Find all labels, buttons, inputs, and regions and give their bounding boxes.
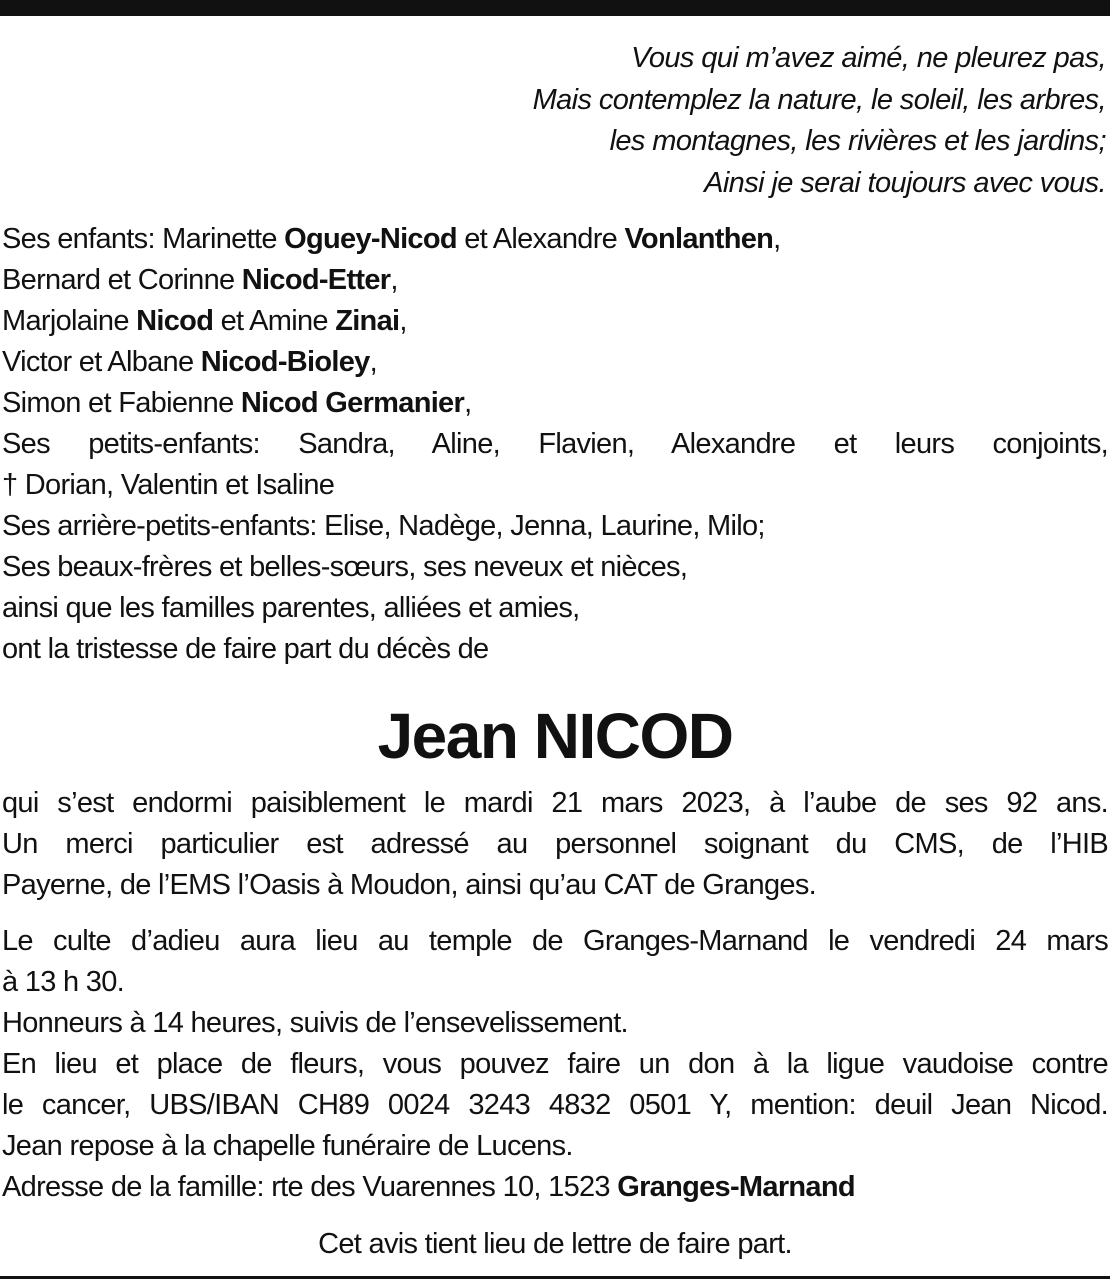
bold-name: Nicod-Etter bbox=[241, 264, 391, 296]
text-line bbox=[2, 1003, 1108, 1044]
text-line bbox=[2, 424, 1108, 465]
text-segment: qui s’est endormi paisiblement le mardi 21 mars 2023, à l’aube de ses 92 ans. bbox=[2, 787, 1108, 819]
text-segment: à 13 h 30. bbox=[2, 966, 124, 998]
text-segment: , bbox=[399, 305, 407, 337]
text-line bbox=[2, 865, 1108, 906]
death-details bbox=[2, 783, 1108, 906]
text-segment: et Alexandre bbox=[456, 223, 625, 255]
text-line bbox=[2, 824, 1108, 865]
text-segment: En lieu et place de fleurs, vous pouvez faire un don à la ligue vaudoise contre bbox=[2, 1048, 1108, 1080]
bold-name: Nicod-Bioley bbox=[200, 346, 370, 378]
text-segment: Payerne, de l’EMS l’Oasis à Moudon, ainsi qu’au CAT de Granges. bbox=[2, 869, 816, 901]
text-line bbox=[2, 219, 1108, 260]
text-line bbox=[2, 921, 1108, 962]
top-border bbox=[0, 0, 1110, 16]
text-segment: † Dorian, Valentin et Isaline bbox=[2, 469, 335, 501]
text-segment: ont la tristesse de faire part du décès de bbox=[2, 633, 489, 665]
text-segment: Jean repose à la chapelle funéraire de Lucens. bbox=[2, 1130, 573, 1162]
text-segment: et Amine bbox=[213, 305, 336, 337]
text-segment: , bbox=[369, 346, 377, 378]
text-line bbox=[2, 1126, 1108, 1167]
text-line bbox=[2, 383, 1108, 424]
bold-name: Zinai bbox=[335, 305, 400, 337]
text-segment: Ses enfants: Marinette bbox=[2, 223, 285, 255]
text-segment: Ses petits-enfants: Sandra, Aline, Flavien, Alexandre et leurs conjoints, bbox=[2, 428, 1108, 460]
poem bbox=[533, 38, 1106, 204]
text-segment: Honneurs à 14 heures, suivis de l’ensevelissement. bbox=[2, 1007, 628, 1039]
text-line bbox=[2, 783, 1108, 824]
text-segment: Un merci particulier est adressé au personnel soignant du CMS, de l’HIB bbox=[2, 828, 1108, 860]
bold-name: Oguey-Nicod bbox=[284, 223, 457, 255]
text-line bbox=[2, 962, 1108, 1003]
text-line bbox=[2, 465, 1108, 506]
text-segment: Ses arrière-petits-enfants: Elise, Nadège, Jenna, Laurine, Milo; bbox=[2, 510, 765, 542]
poem-line: les montagnes, les rivières et les jardins; bbox=[609, 125, 1106, 157]
text-line bbox=[2, 301, 1108, 342]
text-segment: ainsi que les familles parentes, alliées et amies, bbox=[2, 592, 580, 624]
family-list bbox=[2, 219, 1108, 670]
poem-line: Vous qui m’avez aimé, ne pleurez pas, bbox=[631, 42, 1106, 74]
deceased-name: Jean NICOD bbox=[377, 700, 733, 772]
text-segment: , bbox=[773, 223, 781, 255]
poem-line: Mais contemplez la nature, le soleil, les arbres, bbox=[532, 83, 1106, 116]
text-segment: , bbox=[464, 387, 472, 419]
bold-name: Nicod Germanier bbox=[240, 387, 465, 419]
bold-name: Nicod bbox=[136, 305, 214, 337]
text-segment: Simon et Fabienne bbox=[2, 387, 241, 419]
text-segment: Adresse de la famille: rte des Vuarennes 10, 1523 bbox=[2, 1171, 618, 1203]
text-segment: le cancer, UBS/IBAN CH89 0024 3243 4832 0501 Y, mention: deuil Jean Nicod. bbox=[2, 1089, 1108, 1121]
bottom-border bbox=[0, 1276, 1110, 1279]
poem-line: Ainsi je serai toujours avec vous. bbox=[704, 166, 1106, 199]
text-segment: Marjolaine bbox=[2, 305, 137, 337]
text-segment: , bbox=[390, 264, 398, 296]
text-line bbox=[2, 342, 1108, 383]
text-line bbox=[2, 588, 1108, 629]
text-segment: Ses beaux-frères et belles-sœurs, ses neveux et nièces, bbox=[2, 551, 688, 583]
text-line bbox=[2, 1085, 1108, 1126]
text-line bbox=[2, 1044, 1108, 1085]
text-segment: Le culte d’adieu aura lieu au temple de Granges-Marnand le vendredi 24 mars bbox=[2, 925, 1108, 957]
text-line bbox=[2, 506, 1108, 547]
text-line bbox=[2, 547, 1108, 588]
footer-note: Cet avis tient lieu de lettre de faire part. bbox=[318, 1228, 792, 1260]
text-line bbox=[2, 1167, 1108, 1208]
text-segment: Bernard et Corinne bbox=[2, 264, 242, 296]
text-segment: Victor et Albane bbox=[2, 346, 201, 378]
ceremony-details bbox=[2, 921, 1108, 1208]
text-line bbox=[2, 260, 1108, 301]
bold-name: Granges-Marnand bbox=[617, 1171, 855, 1203]
text-line bbox=[2, 629, 1108, 670]
bold-name: Vonlanthen bbox=[624, 223, 774, 255]
